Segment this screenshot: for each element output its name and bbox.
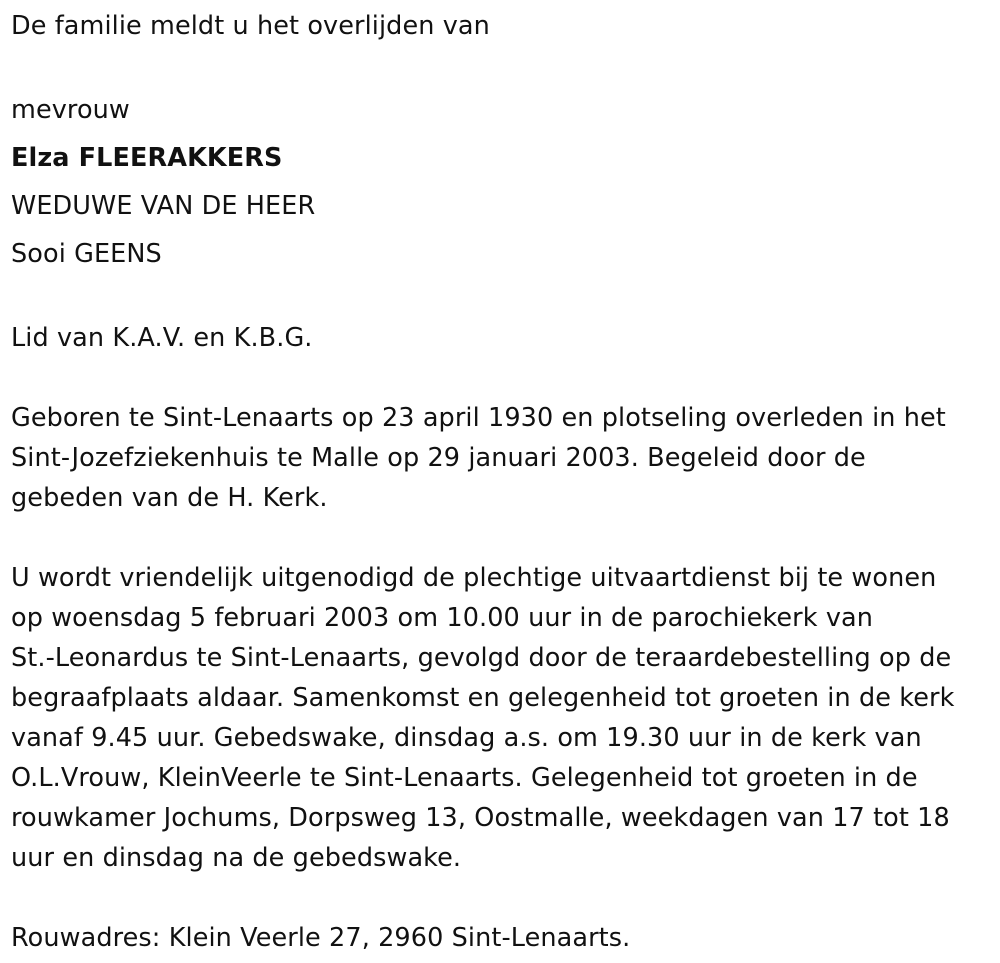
birth-death-paragraph bbox=[11, 398, 996, 518]
paragraph-line: St.-Leonardus te Sint-Lenaarts, gevolgd door de teraardebestelling op de bbox=[11, 643, 952, 673]
deceased-spouse: Sooi GEENS bbox=[11, 239, 162, 269]
funeral-paragraph bbox=[11, 558, 996, 878]
spacer bbox=[11, 518, 996, 558]
paragraph-line: U wordt vriendelijk uitgenodigd de plechtige uitvaartdienst bij te wonen bbox=[11, 563, 937, 593]
deceased-relation: WEDUWE VAN DE HEER bbox=[11, 191, 316, 221]
obituary-notice bbox=[11, 6, 996, 958]
paragraph-line: op woensdag 5 februari 2003 om 10.00 uur in de parochiekerk van bbox=[11, 603, 873, 633]
paragraph-line: uur en dinsdag na de gebedswake. bbox=[11, 843, 462, 873]
spacer bbox=[11, 878, 996, 918]
membership-text: Lid van K.A.V. en K.B.G. bbox=[11, 323, 313, 353]
paragraph-line: begraafplaats aldaar. Samenkomst en gelegenheid tot groeten in de kerk bbox=[11, 683, 955, 713]
spacer bbox=[11, 46, 996, 86]
paragraph-line: gebeden van de H. Kerk. bbox=[11, 483, 328, 513]
intro-text: De familie meldt u het overlijden van bbox=[11, 11, 490, 41]
mourning-address: Rouwadres: Klein Veerle 27, 2960 Sint-Lenaarts. bbox=[11, 923, 631, 953]
paragraph-line: Geboren te Sint-Lenaarts op 23 april 1930 en plotseling overleden in het bbox=[11, 403, 946, 433]
paragraph-line: rouwkamer Jochums, Dorpsweg 13, Oostmalle, weekdagen van 17 tot 18 bbox=[11, 803, 950, 833]
deceased-name: Elza FLEERAKKERS bbox=[11, 143, 283, 173]
paragraph-line: O.L.Vrouw, KleinVeerle te Sint-Lenaarts. Gelegenheid tot groeten in de bbox=[11, 763, 918, 793]
paragraph-line: Sint-Jozefziekenhuis te Malle op 29 januari 2003. Begeleid door de bbox=[11, 443, 866, 473]
deceased-block bbox=[11, 86, 996, 278]
spacer bbox=[11, 358, 996, 398]
paragraph-line: vanaf 9.45 uur. Gebedswake, dinsdag a.s. om 19.30 uur in de kerk van bbox=[11, 723, 922, 753]
spacer bbox=[11, 278, 996, 318]
deceased-title: mevrouw bbox=[11, 95, 130, 125]
